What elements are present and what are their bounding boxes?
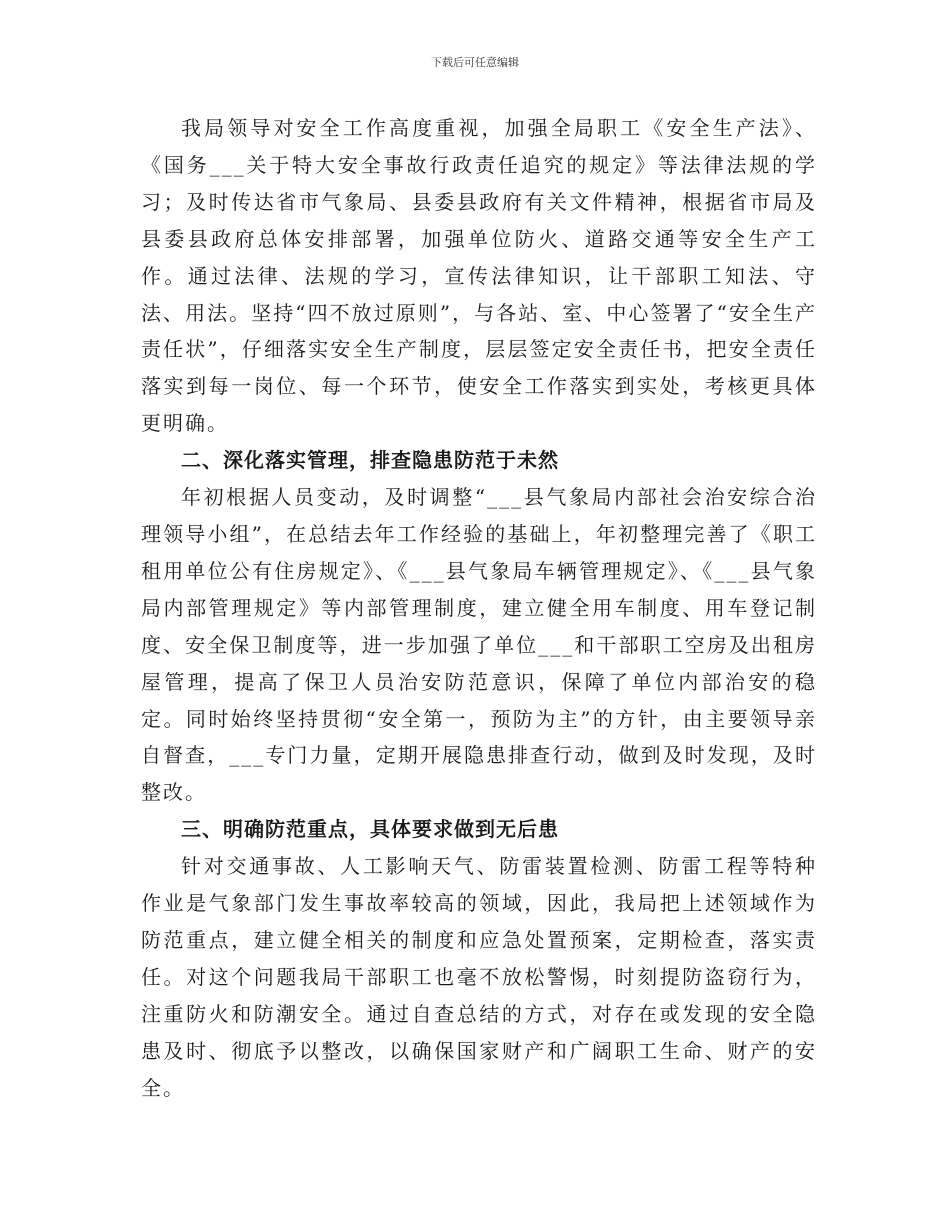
document-body [141, 110, 817, 1106]
paragraph-2: 年初根据人员变动，及时调整“___县气象局内部社会治安综合治理领导小组”，在总结去年工作经验的基础上，年初整理完善了《职工租用单位公有住房规定》、《___县气象局车辆管理规定》、《___县气象局内部管理规定》等内部管理制度，建立健全用车制度、用车登记制度、安全保卫制度等，进一步加强了单位___和干部职工空房及出租房屋管理，提高了保卫人员治安防范意识，保障了单位内部治安的稳定。同时始终坚持贯彻“安全第一，预防为主”的方针，由主要领导亲自督查，___专门力量，定期开展隐患排查行动，做到及时发现，及时整改。 [141, 485, 817, 805]
page-header: 下载后可任意编辑 [431, 56, 519, 69]
section-heading-3: 三、明确防范重点，具体要求做到无后患 [181, 817, 559, 842]
section-heading-2: 二、深化落实管理，排查隐患防范于未然 [181, 448, 559, 473]
paragraph-1: 我局领导对安全工作高度重视，加强全局职工《安全生产法》、《国务___关于特大安全事故行政责任追究的规定》等法律法规的学习；及时传达省市气象局、县委县政府有关文件精神，根据省市局及县委县政府总体安排部署，加强单位防火、道路交通等安全生产工作。通过法律、法规的学习，宣传法律知识，让干部职工知法、守法、用法。坚持“四不放过原则”，与各站、室、中心签署了“安全生产责任状”，仔细落实安全生产制度，层层签定安全责任书，把安全责任落实到每一岗位、每一个环节，使安全工作落实到实处，考核更具体更明确。 [141, 116, 817, 436]
paragraph-3: 针对交通事故、人工影响天气、防雷装置检测、防雷工程等特种作业是气象部门发生事故率较高的领域，因此，我局把上述领域作为防范重点，建立健全相关的制度和应急处置预案，定期检查，落实责任。对这个问题我局干部职工也毫不放松警惕，时刻提防盗窃行为，注重防火和防潮安全。通过自查总结的方式，对存在或发现的安全隐患及时、彻底予以整改，以确保国家财产和广阔职工生命、财产的安全。 [141, 854, 817, 1100]
